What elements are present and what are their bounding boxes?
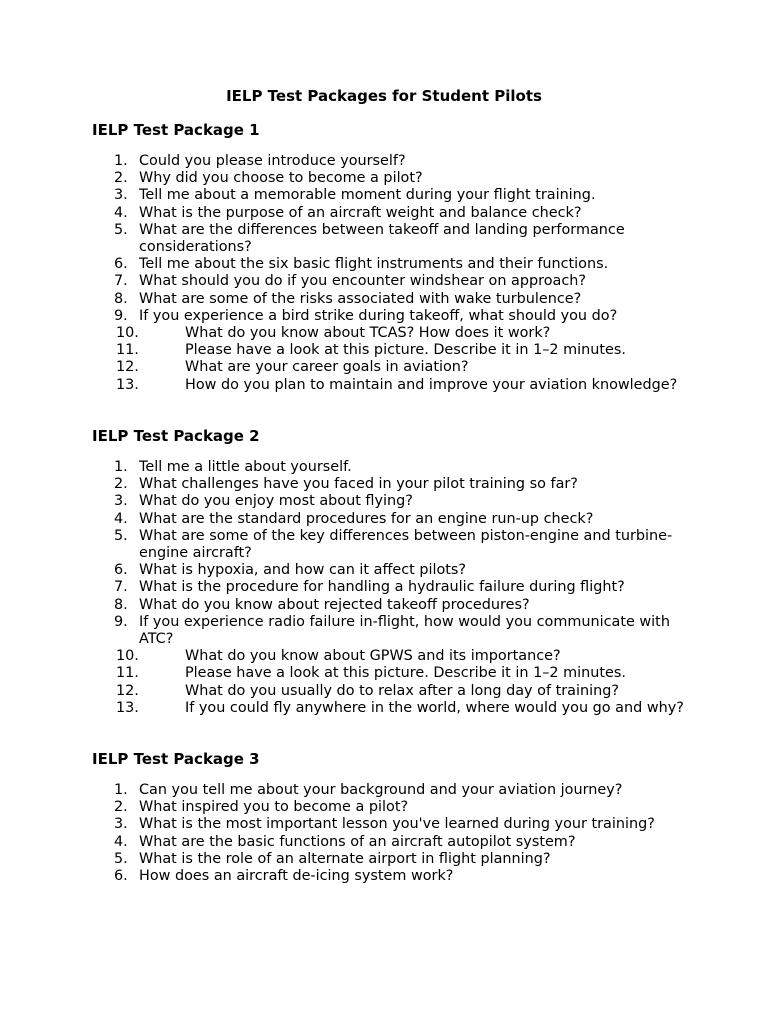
item-number: 13. xyxy=(116,699,139,716)
item-text: What challenges have you faced in your pilot training so far? xyxy=(139,476,578,493)
item-number: 8. xyxy=(114,290,128,307)
item-number: 1. xyxy=(114,153,128,169)
item-number: 5. xyxy=(114,221,128,238)
list-item xyxy=(92,377,692,394)
item-text: Could you please introduce yourself? xyxy=(139,153,406,169)
list-item xyxy=(92,359,692,376)
list-item xyxy=(92,816,692,833)
item-number: 4. xyxy=(114,510,128,527)
item-text: If you experience radio failure in-flight, how would you communicate with ATC? xyxy=(139,613,670,648)
item-number: 3. xyxy=(114,816,128,833)
list-item xyxy=(92,700,692,717)
item-number: 11. xyxy=(116,665,139,682)
list-item xyxy=(92,325,692,342)
item-number: 1. xyxy=(114,782,128,798)
item-number: 9. xyxy=(114,307,128,324)
question-list xyxy=(92,153,692,394)
list-item xyxy=(92,170,692,187)
list-item xyxy=(92,528,692,562)
item-text: How does an aircraft de-icing system work? xyxy=(139,868,454,885)
document-title: IELP Test Packages for Student Pilots xyxy=(226,87,542,105)
item-text: What do you know about rejected takeoff procedures? xyxy=(139,596,530,613)
item-text: If you could fly anywhere in the world, where would you go and why? xyxy=(185,699,684,716)
list-item xyxy=(92,683,692,700)
item-text: What is the procedure for handling a hydraulic failure during flight? xyxy=(139,579,625,596)
item-text: What are your career goals in aviation? xyxy=(185,359,469,376)
item-text: What are the standard procedures for an engine run-up check? xyxy=(139,510,594,527)
item-number: 10. xyxy=(116,325,139,342)
item-number: 5. xyxy=(114,850,128,867)
item-text: Please have a look at this picture. Describe it in 1–2 minutes. xyxy=(185,342,626,359)
item-number: 1. xyxy=(114,459,128,475)
list-item xyxy=(92,834,692,851)
list-item xyxy=(92,851,692,868)
list-item xyxy=(92,187,692,204)
item-text: What do you know about TCAS? How does it work? xyxy=(185,325,551,342)
list-item xyxy=(92,342,692,359)
item-text: Tell me about the six basic flight instruments and their functions. xyxy=(139,256,609,273)
item-text: What inspired you to become a pilot? xyxy=(139,799,409,816)
item-text: What is the role of an alternate airport in flight planning? xyxy=(139,850,551,867)
list-item xyxy=(92,308,692,325)
list-item xyxy=(92,291,692,308)
item-number: 7. xyxy=(114,273,128,290)
item-text: Tell me about a memorable moment during your flight training. xyxy=(139,187,596,204)
item-number: 12. xyxy=(116,682,139,699)
list-item xyxy=(92,256,692,273)
item-text: How do you plan to maintain and improve your aviation knowledge? xyxy=(185,376,678,393)
list-item xyxy=(92,579,692,596)
list-item xyxy=(92,782,692,799)
item-number: 10. xyxy=(116,648,139,665)
question-list xyxy=(92,782,692,885)
item-text: What are some of the risks associated with wake turbulence? xyxy=(139,290,582,307)
list-item xyxy=(92,493,692,510)
list-item xyxy=(92,597,692,614)
list-item xyxy=(92,614,692,648)
test-package-3 xyxy=(92,749,692,885)
question-list xyxy=(92,459,692,717)
item-number: 6. xyxy=(114,868,128,885)
item-number: 13. xyxy=(116,376,139,393)
list-item xyxy=(92,153,692,170)
test-package-1 xyxy=(92,120,692,394)
item-number: 2. xyxy=(114,799,128,816)
item-text: What is hypoxia, and how can it affect pilots? xyxy=(139,562,467,579)
package-heading: IELP Test Package 3 xyxy=(92,750,260,768)
list-item xyxy=(92,273,692,290)
list-item xyxy=(92,665,692,682)
item-text: If you experience a bird strike during takeoff, what should you do? xyxy=(139,307,618,324)
item-text: Can you tell me about your background and your aviation journey? xyxy=(139,782,623,798)
item-text: Why did you choose to become a pilot? xyxy=(139,170,423,187)
item-text: Tell me a little about yourself. xyxy=(139,459,352,475)
item-text: What is the most important lesson you've learned during your training? xyxy=(139,816,655,833)
item-number: 12. xyxy=(116,359,139,376)
package-heading: IELP Test Package 2 xyxy=(92,427,260,445)
package-heading: IELP Test Package 1 xyxy=(92,121,260,139)
item-number: 7. xyxy=(114,579,128,596)
test-package-2 xyxy=(92,426,692,717)
item-text: What do you know about GPWS and its importance? xyxy=(185,648,561,665)
item-text: What are some of the key differences between piston-engine and turbine-engine aircraft? xyxy=(139,527,673,562)
item-number: 3. xyxy=(114,493,128,510)
list-item xyxy=(92,511,692,528)
list-item xyxy=(92,648,692,665)
list-item xyxy=(92,205,692,222)
item-text: What is the purpose of an aircraft weight and balance check? xyxy=(139,204,582,221)
item-text: What are the basic functions of an aircraft autopilot system? xyxy=(139,833,576,850)
item-text: What should you do if you encounter windshear on approach? xyxy=(139,273,587,290)
item-number: 4. xyxy=(114,204,128,221)
list-item xyxy=(92,799,692,816)
item-text: Please have a look at this picture. Describe it in 1–2 minutes. xyxy=(185,665,626,682)
list-item xyxy=(92,459,692,476)
item-text: What do you enjoy most about flying? xyxy=(139,493,413,510)
item-number: 8. xyxy=(114,596,128,613)
item-number: 9. xyxy=(114,613,128,630)
item-number: 5. xyxy=(114,527,128,544)
list-item xyxy=(92,562,692,579)
item-number: 2. xyxy=(114,476,128,493)
item-number: 2. xyxy=(114,170,128,187)
list-item xyxy=(92,868,692,885)
list-item xyxy=(92,222,692,256)
item-text: What are the differences between takeoff and landing performance considerations? xyxy=(139,221,625,256)
item-number: 3. xyxy=(114,187,128,204)
item-text: What do you usually do to relax after a long day of training? xyxy=(185,682,619,699)
item-number: 4. xyxy=(114,833,128,850)
item-number: 11. xyxy=(116,342,139,359)
list-item xyxy=(92,476,692,493)
item-number: 6. xyxy=(114,562,128,579)
item-number: 6. xyxy=(114,256,128,273)
